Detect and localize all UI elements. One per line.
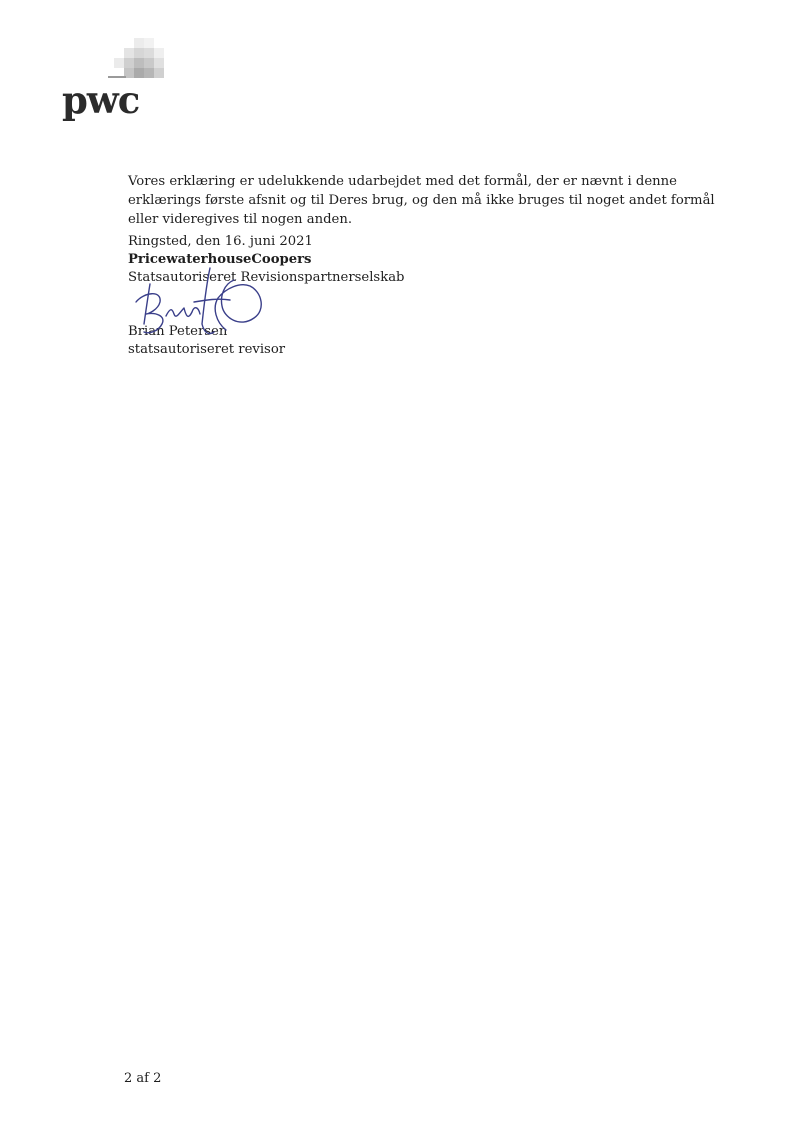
logo-wordmark: pwc — [62, 78, 140, 122]
logo-squares-graphic — [108, 38, 170, 80]
signer-name: Brian Petersen — [128, 324, 228, 339]
firm-type: Statsautoriseret Revisionspartnerselskab — [128, 270, 405, 285]
pwc-logo — [60, 38, 170, 124]
page-number: 2 af 2 — [124, 1071, 162, 1086]
handwritten-signature — [122, 262, 282, 352]
firm-name: PricewaterhouseCoopers — [128, 252, 312, 267]
signer-title: statsautoriseret revisor — [128, 342, 286, 357]
place-date: Ringsted, den 16. juni 2021 — [128, 234, 313, 249]
statement-paragraph: Vores erklæring er udelukkende udarbejdet med det formål, der er nævnt i denne erklærings første afsnit og til Deres brug, og den må ikke bruges til noget andet formål eller videregives til nogen anden. — [128, 174, 715, 227]
